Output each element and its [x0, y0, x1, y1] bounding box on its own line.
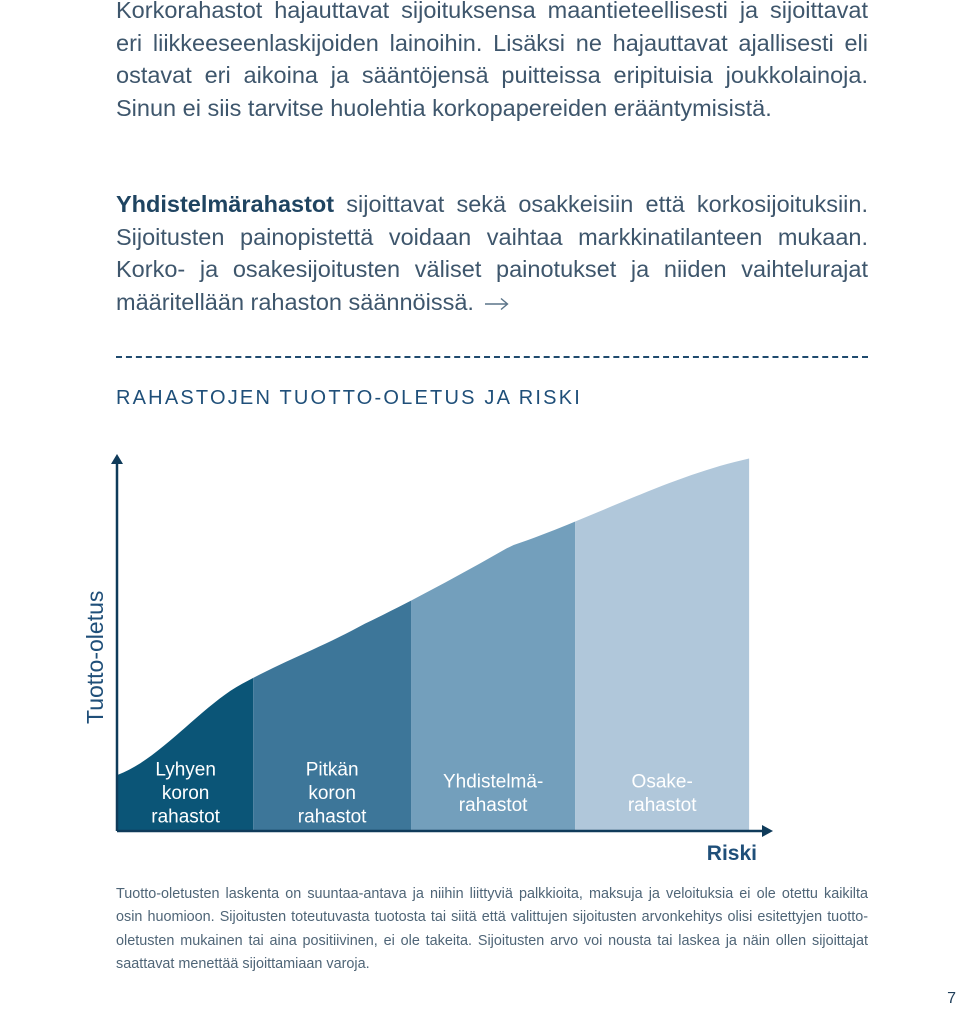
- balanced-funds-text: sijoittavat sekä osakkeisiin että korkosijoituksiin. Sijoitusten painopistettä voidaan vaihtaa markkinatilanteen mukaan. Korko- ja osakesijoitusten väliset painotukset ja niiden vaihtelurajat määritellään rahaston säännöissä.: [116, 191, 868, 315]
- chart-bar-label-line: Pitkän: [305, 759, 359, 781]
- balanced-funds-paragraph: [116, 188, 868, 320]
- chart-bar-label-line: rahastot: [297, 806, 367, 828]
- chart-bar-label-line: Yhdistelmä-: [442, 771, 544, 793]
- page-number: 7: [947, 990, 956, 1007]
- chart-bar-label-line: koron: [308, 783, 356, 804]
- y-axis-label: Tuotto-oletus: [82, 590, 108, 724]
- x-axis-label: Riski: [706, 842, 757, 865]
- chart-bar-label-line: Lyhyen: [155, 759, 216, 781]
- dashed-divider: [116, 356, 868, 358]
- chart-bar-label-line: rahastot: [458, 794, 528, 816]
- return-risk-chart: [0, 440, 960, 880]
- arrow-right-icon: [484, 287, 510, 320]
- chart-bar-label-line: rahastot: [627, 794, 697, 816]
- x-axis-arrow-icon: [762, 825, 773, 837]
- balanced-funds-term: Yhdistelmärahastot: [116, 191, 335, 217]
- section-title: RAHASTOJEN TUOTTO-OLETUS JA RISKI: [116, 387, 583, 409]
- chart-bar-label-line: koron: [161, 783, 210, 804]
- chart-bar-label-line: rahastot: [151, 806, 220, 828]
- disclaimer-footnote: Tuotto-oletusten laskenta on suuntaa-antava ja niihin liittyviä palkkioita, maksuja ja veloituksia ei ole otettu kaikilta osin huomioon. Sijoitusten toteutuvasta tuotosta tai siitä että valittujen sijoitusten arvonkehitys olisi esitettyjen tuotto-oletusten mukainen tai aina positiivinen, ei ole takeita. Sijoitusten arvo voi nousta tai laskea ja näin ollen sijoittajat saattavat menettää sijoittamiaan varoja.: [116, 886, 868, 973]
- y-axis-arrow-icon: [111, 454, 123, 464]
- chart-bar-label-line: Osake-: [631, 771, 693, 793]
- intro-paragraph: Korkorahastot hajauttavat sijoituksensa maantieteellisesti ja sijoittavat eri liikkeeseenlaskijoiden lainoihin. Lisäksi ne hajauttavat ajallisesti eli ostavat eri aikoina ja sääntöjensä puitteissa eripituisia joukkolainoja. Sinun ei siis tarvitse huolehtia korkopapereiden erääntymisistä.: [116, 0, 868, 121]
